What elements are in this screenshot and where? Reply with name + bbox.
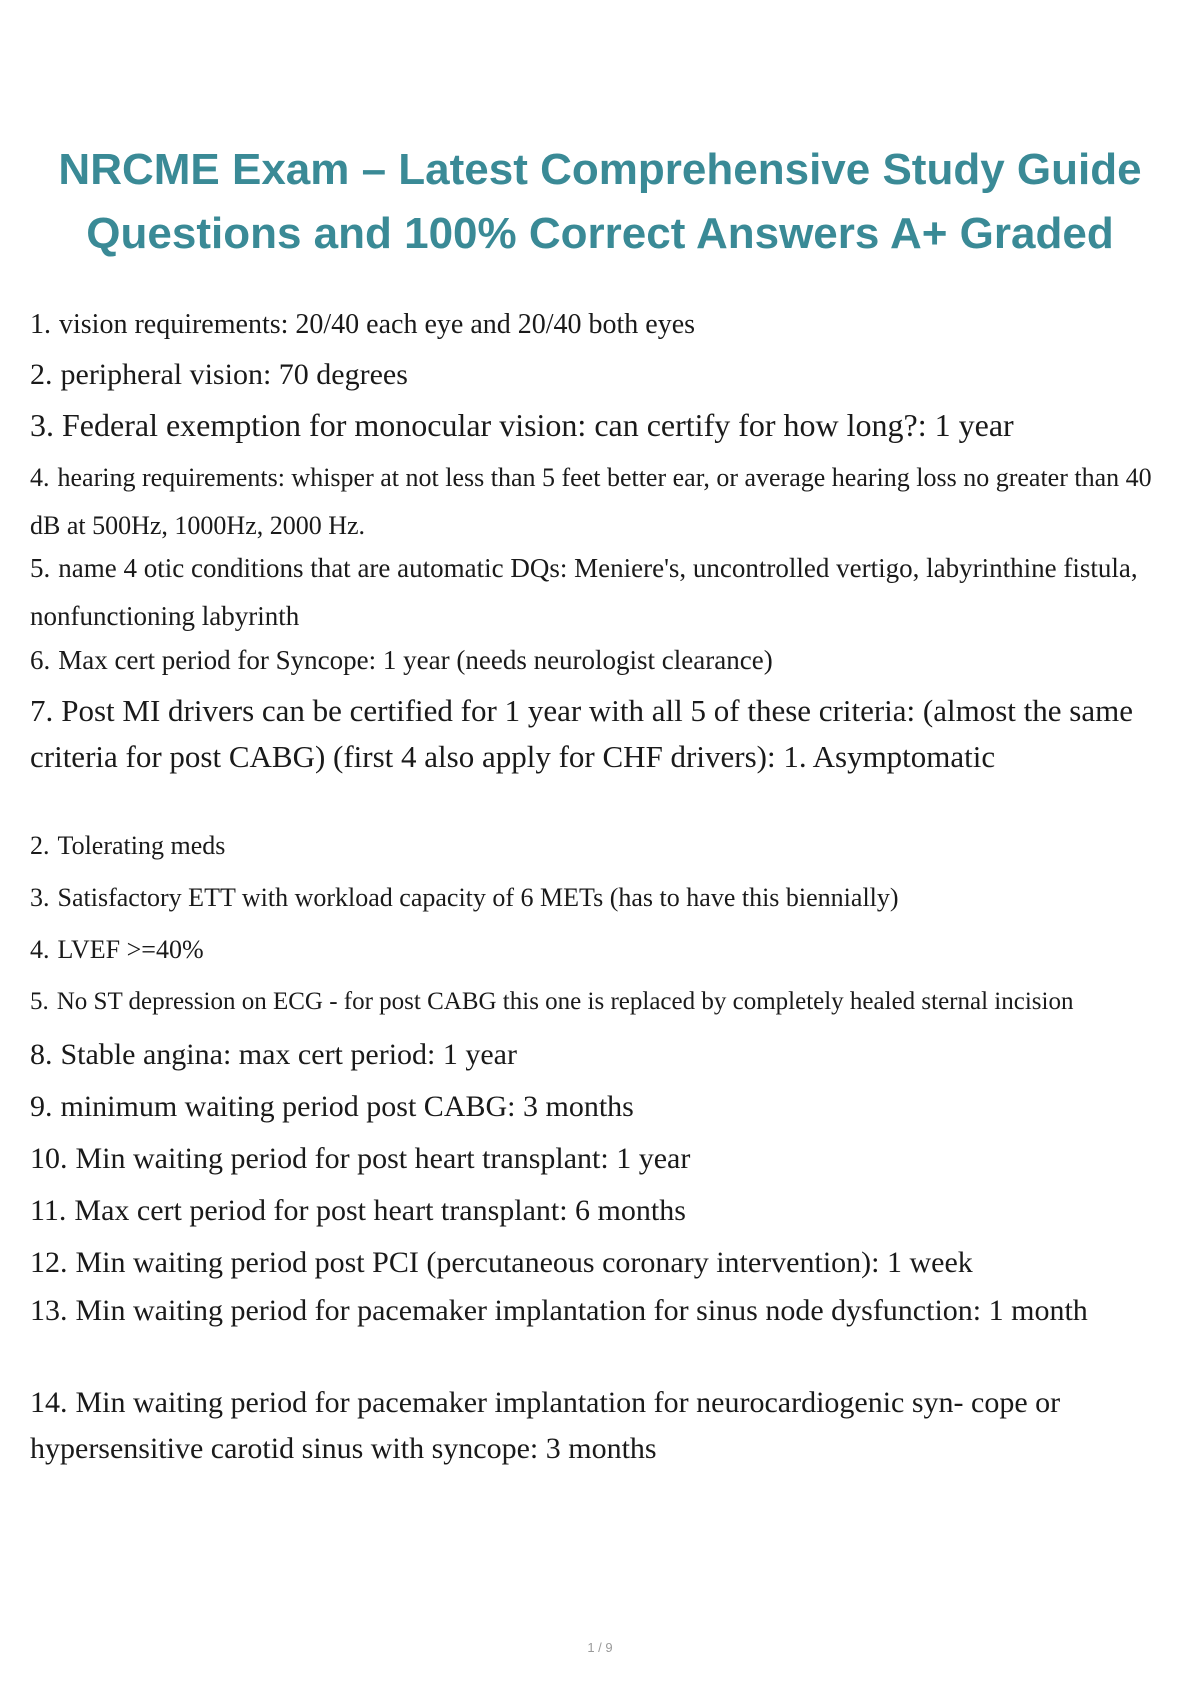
- item-number: 14.: [30, 1386, 68, 1419]
- item-text: vision requirements: 20/40 each eye and 20/40 both eyes: [59, 309, 696, 340]
- list-item: [30, 636, 1170, 684]
- item-number: 1.: [30, 309, 51, 340]
- list-item: [30, 822, 1170, 870]
- item-text: Min waiting period for post heart transplant: 1 year: [75, 1142, 691, 1175]
- list-item: [30, 1134, 1170, 1184]
- list-item: [30, 978, 1170, 1026]
- item-text: Max cert period for Syncope: 1 year (needs neurologist clearance): [58, 645, 773, 675]
- item-number: 4.: [30, 935, 50, 964]
- item-text: Min waiting period post PCI (percutaneous coronary intervention): 1 week: [75, 1246, 973, 1279]
- list-item: [30, 874, 1170, 922]
- item-number: 6.: [30, 645, 51, 675]
- list-item: [30, 1082, 1170, 1132]
- item-number: 8.: [30, 1038, 53, 1071]
- list-item: [30, 1288, 1170, 1334]
- title-line-1: NRCME Exam – Latest Comprehensive Study Guide: [58, 145, 1142, 194]
- item-number: 13.: [30, 1294, 68, 1327]
- item-text: Post MI drivers can be certified for 1 year with all 5 of these criteria: (almost the same criteria for post CABG) (first 4 also apply for CHF drivers): 1. Asymptomatic: [30, 693, 1133, 774]
- item-text: hearing requirements: whisper at not less than 5 feet better ear, or average hearing loss no greater than 40 dB at 500Hz, 1000Hz, 2000 Hz.: [30, 463, 1152, 540]
- list-item: [30, 300, 1170, 350]
- list-item: [30, 454, 1170, 550]
- item-number: 3.: [30, 883, 50, 912]
- list-item: [30, 688, 1170, 780]
- item-text: Min waiting period for pacemaker implantation for neurocardiogenic syn- cope or hypersensitive carotid sinus with syncope: 3 months: [30, 1386, 1061, 1465]
- item-number: 5.: [30, 553, 51, 583]
- list-item: [30, 544, 1170, 640]
- item-text: peripheral vision: 70 degrees: [60, 358, 408, 391]
- item-number: 4.: [30, 463, 50, 492]
- list-item: [30, 400, 1170, 450]
- list-item: [30, 1030, 1170, 1080]
- list-item: [30, 926, 1170, 974]
- page-indicator: 1 / 9: [587, 1640, 613, 1655]
- list-item: [30, 1380, 1170, 1472]
- item-text: Satisfactory ETT with workload capacity of 6 METs (has to have this biennially): [57, 883, 899, 912]
- item-text: No ST depression on ECG - for post CABG this one is replaced by completely healed sternal incision: [56, 988, 1074, 1015]
- item-text: Min waiting period for pacemaker implantation for sinus node dysfunction: 1 month: [75, 1294, 1088, 1327]
- list-item: [30, 350, 1170, 400]
- item-text: Tolerating meds: [57, 831, 226, 860]
- document-title: [0, 138, 1200, 266]
- item-number: 5.: [30, 988, 49, 1015]
- item-number: 2.: [30, 831, 50, 860]
- item-text: name 4 otic conditions that are automatic DQs: Meniere's, uncontrolled vertigo, labyrinthine fistula, nonfunctioning labyrinth: [30, 553, 1138, 631]
- title-line-2: Questions and 100% Correct Answers A+ Graded: [86, 209, 1114, 258]
- list-item: [30, 1186, 1170, 1236]
- item-number: 10.: [30, 1142, 68, 1175]
- item-number: 3.: [30, 407, 54, 443]
- item-number: 2.: [30, 358, 53, 391]
- item-number: 11.: [30, 1194, 67, 1227]
- item-text: LVEF >=40%: [57, 935, 204, 964]
- item-text: Federal exemption for monocular vision: can certify for how long?: 1 year: [62, 407, 1014, 443]
- item-number: 7.: [30, 693, 54, 728]
- list-item: [30, 1238, 1170, 1288]
- item-number: 12.: [30, 1246, 68, 1279]
- item-text: minimum waiting period post CABG: 3 months: [60, 1090, 634, 1123]
- item-text: Stable angina: max cert period: 1 year: [60, 1038, 517, 1071]
- item-number: 9.: [30, 1090, 53, 1123]
- item-text: Max cert period for post heart transplant: 6 months: [74, 1194, 686, 1227]
